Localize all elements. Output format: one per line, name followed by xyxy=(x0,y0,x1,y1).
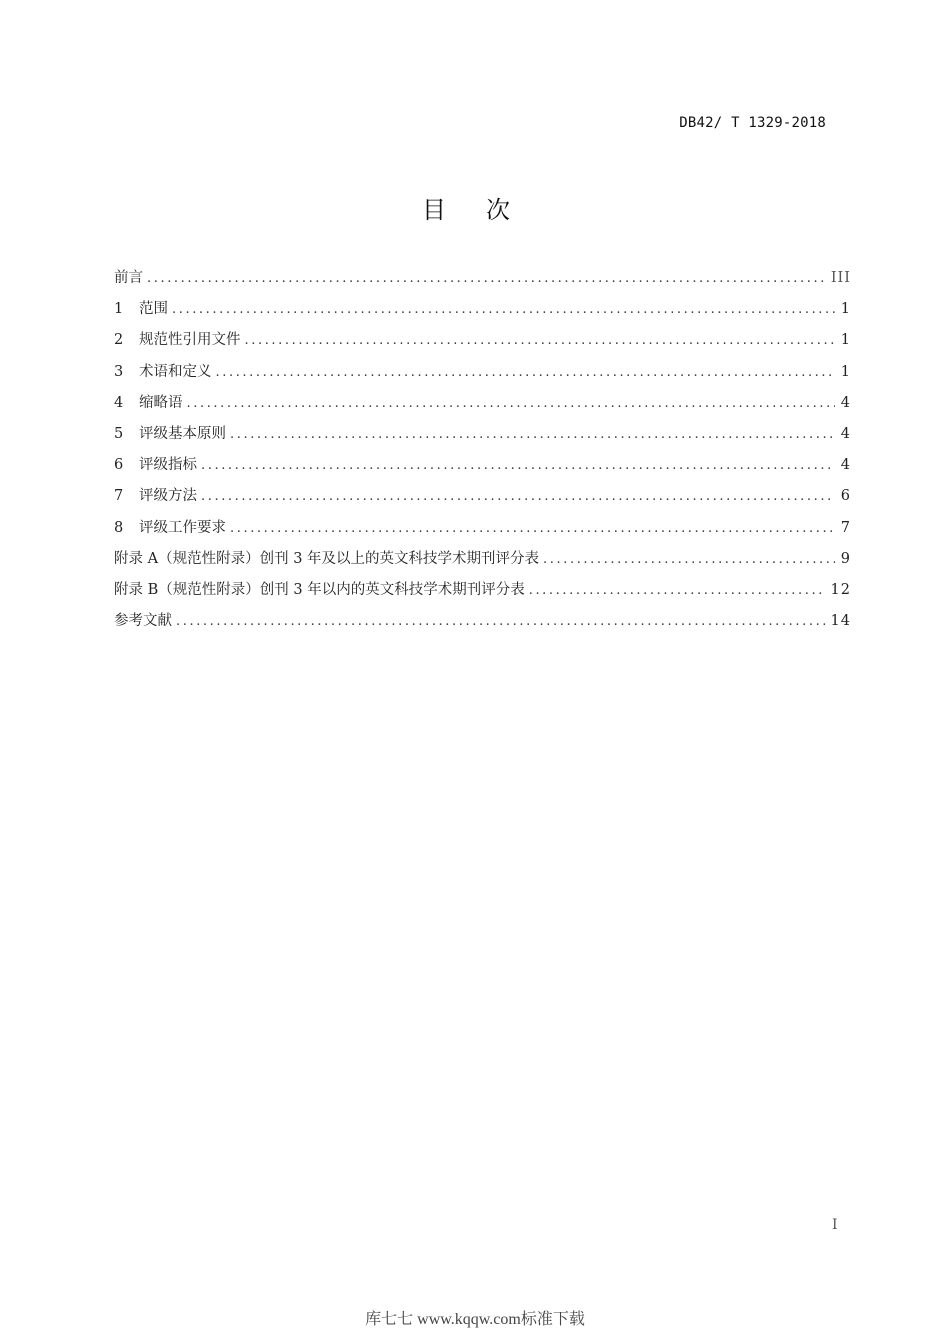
dot-leader xyxy=(176,614,825,629)
toc-entry-label: 参考文献 xyxy=(114,613,172,630)
toc-entry-abbreviations[interactable] xyxy=(114,391,851,422)
toc-entry-page: 12 xyxy=(830,581,851,598)
toc-entry-number: 2 xyxy=(114,332,124,349)
dot-leader xyxy=(172,302,835,317)
dot-leader xyxy=(230,427,835,442)
dot-leader xyxy=(201,458,835,473)
toc-entry-page: 4 xyxy=(840,457,851,474)
dot-leader xyxy=(201,489,835,504)
dot-leader xyxy=(187,396,835,411)
toc-entry-rating-methods[interactable] xyxy=(114,484,851,515)
toc-entry-scope[interactable] xyxy=(114,297,851,328)
toc-entry-page: 4 xyxy=(840,425,851,442)
toc-entry-number: 6 xyxy=(114,457,124,474)
toc-entry-terms-definitions[interactable] xyxy=(114,360,851,391)
toc-entry-label: 附录 B（规范性附录）创刊 3 年以内的英文科技学术期刊评分表 xyxy=(114,581,525,598)
toc-entry-page: 14 xyxy=(830,613,851,630)
dot-leader xyxy=(216,365,835,380)
toc-entry-preface[interactable] xyxy=(114,266,851,297)
toc-entry-page: 7 xyxy=(840,519,851,536)
dot-leader xyxy=(245,333,835,348)
toc-entry-appendix-a[interactable] xyxy=(114,547,851,578)
toc-entry-number: 8 xyxy=(114,519,124,536)
toc-entry-label: 评级基本原则 xyxy=(139,425,226,442)
toc-entry-number: 3 xyxy=(114,363,124,380)
watermark-text: 库七七 www.kqqw.com标准下载 xyxy=(365,1311,585,1328)
toc-entry-bibliography[interactable] xyxy=(114,609,851,640)
toc-entry-page: 4 xyxy=(840,394,851,411)
toc-entry-label: 附录 A（规范性附录）创刊 3 年及以上的英文科技学术期刊评分表 xyxy=(114,550,540,567)
toc-entry-label: 范围 xyxy=(139,301,168,318)
toc-entry-label: 前言 xyxy=(114,270,143,286)
toc-entry-number: 7 xyxy=(114,488,124,505)
toc-entry-number: 4 xyxy=(114,394,124,411)
toc-entry-label: 评级工作要求 xyxy=(139,519,226,536)
dot-leader xyxy=(147,271,825,286)
toc-entry-page: 1 xyxy=(840,332,851,349)
dot-leader xyxy=(529,583,825,598)
toc-entry-basic-principles[interactable] xyxy=(114,422,851,453)
toc-entry-normative-references[interactable] xyxy=(114,328,851,359)
dot-leader xyxy=(543,552,835,567)
page-number: I xyxy=(832,1217,838,1233)
toc-title: 目次 xyxy=(422,196,550,224)
toc-entry-page: 9 xyxy=(840,550,851,567)
toc-entry-label: 缩略语 xyxy=(139,394,183,411)
document-code: DB42/ T 1329-2018 xyxy=(679,115,826,131)
toc-entry-number: 1 xyxy=(114,301,124,318)
toc-entry-page: 1 xyxy=(840,363,851,380)
toc-entry-page: 1 xyxy=(840,301,851,318)
dot-leader xyxy=(230,521,835,536)
toc-entry-rating-indicators[interactable] xyxy=(114,453,851,484)
toc-entry-page: III xyxy=(830,270,851,286)
toc-entry-label: 评级方法 xyxy=(139,488,197,505)
table-of-contents xyxy=(114,266,851,640)
toc-entry-work-requirements[interactable] xyxy=(114,516,851,547)
toc-entry-label: 规范性引用文件 xyxy=(139,332,241,349)
toc-entry-number: 5 xyxy=(114,425,124,442)
toc-entry-appendix-b[interactable] xyxy=(114,578,851,609)
toc-entry-label: 评级指标 xyxy=(139,457,197,474)
toc-entry-page: 6 xyxy=(840,488,851,505)
toc-entry-label: 术语和定义 xyxy=(139,363,212,380)
